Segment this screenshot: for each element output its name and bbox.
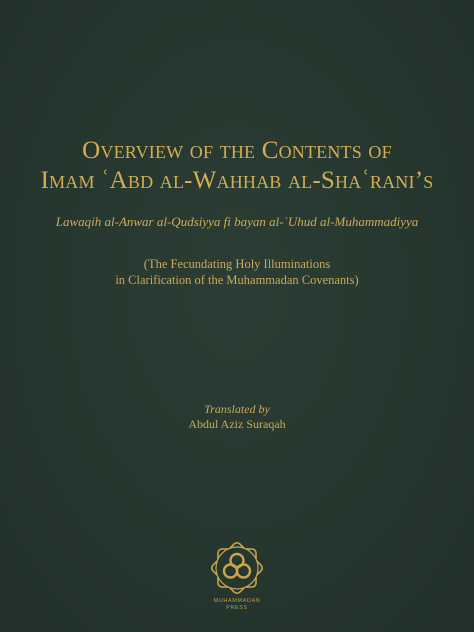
title-line-2: Imam ʿAbd al-Wahhab al-Shaʿrani’s bbox=[40, 167, 434, 194]
translated-by-label: Translated by bbox=[204, 402, 270, 416]
publisher-name: MUHAMMADAN bbox=[213, 598, 261, 604]
translator-name: Abdul Aziz Suraqah bbox=[188, 417, 286, 431]
subtitle: Lawaqih al-Anwar al-Qudsiyya fi bayan al-ʿUhud al-Muhammadiyya bbox=[55, 214, 419, 229]
title-line-1: Overview of the Contents of bbox=[82, 137, 392, 164]
description-line-2: in Clarification of the Muhammadan Covenants) bbox=[115, 273, 359, 287]
publisher-suffix: PRESS bbox=[226, 605, 248, 611]
muhammadan-press-logo-icon bbox=[207, 538, 267, 598]
description-line-1: (The Fecundating Holy Illuminations bbox=[143, 257, 331, 271]
